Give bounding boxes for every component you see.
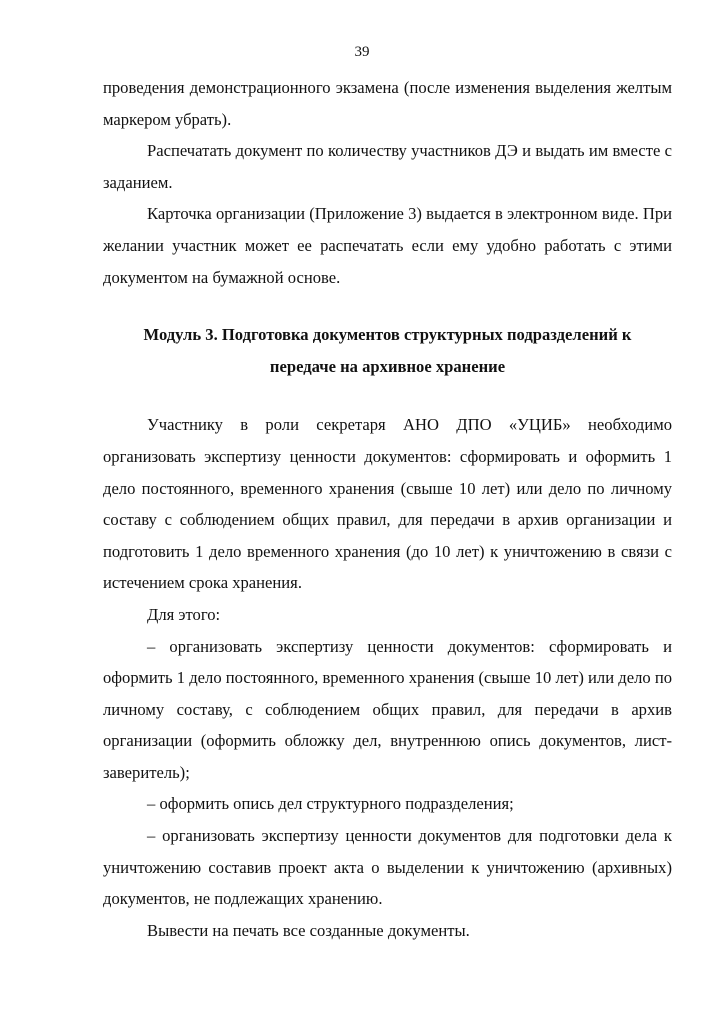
module-heading	[103, 319, 672, 382]
list-item-inventory: – оформить опись дел структурного подразделения;	[147, 794, 514, 814]
paragraph-print-all: Вывести на печать все созданные документы.	[147, 920, 470, 940]
module-heading-line-2: передаче на архивное хранение	[269, 356, 506, 376]
paragraph-print-document: Распечатать документ по количеству участников ДЭ и выдать им вместе с заданием.	[103, 141, 672, 192]
paragraph-continuation: проведения демонстрационного экзамена (после изменения выделения желтым маркером убрать).	[103, 78, 672, 129]
list-item-destruction-act: – организовать экспертизу ценности документов для подготовки дела к уничтожению составив проект акта о выделении к уничтожению (архивных) документов, не подлежащих хранению.	[103, 826, 672, 909]
paragraph-for-this: Для этого:	[147, 604, 221, 624]
heading-spacer	[103, 382, 672, 409]
paragraph-organization-card: Карточка организации (Приложение 3) выдается в электронном виде. При желании участник может ее распечатать если ему удобно работать с этими документом на бумажной основе.	[103, 204, 672, 287]
page-content	[103, 72, 672, 946]
paragraph-task-description: Участнику в роли секретаря АНО ДПО «УЦИБ» необходимо организовать экспертизу ценности документов: сформировать и оформить 1 дело постоянного, временного хранения (свыше 10 лет) или дело по личному составу с соблюдением общих правил, для передачи в архив организации и подготовить 1 дело временного хранения (до 10 лет) к уничтожению в связи с истечением срока хранения.	[103, 415, 672, 593]
list-item-expertise: – организовать экспертизу ценности документов: сформировать и оформить 1 дело постоянного, временного хранения (свыше 10 лет) или дело по личному составу, с соблюдением общих правил, для передачи в архив организации (оформить обложку дел, внутреннюю опись документов, лист-заверитель);	[103, 636, 672, 782]
module-heading-line-1: Модуль 3. Подготовка документов структурных подразделений к	[143, 325, 632, 345]
page-number: 39	[354, 44, 370, 60]
